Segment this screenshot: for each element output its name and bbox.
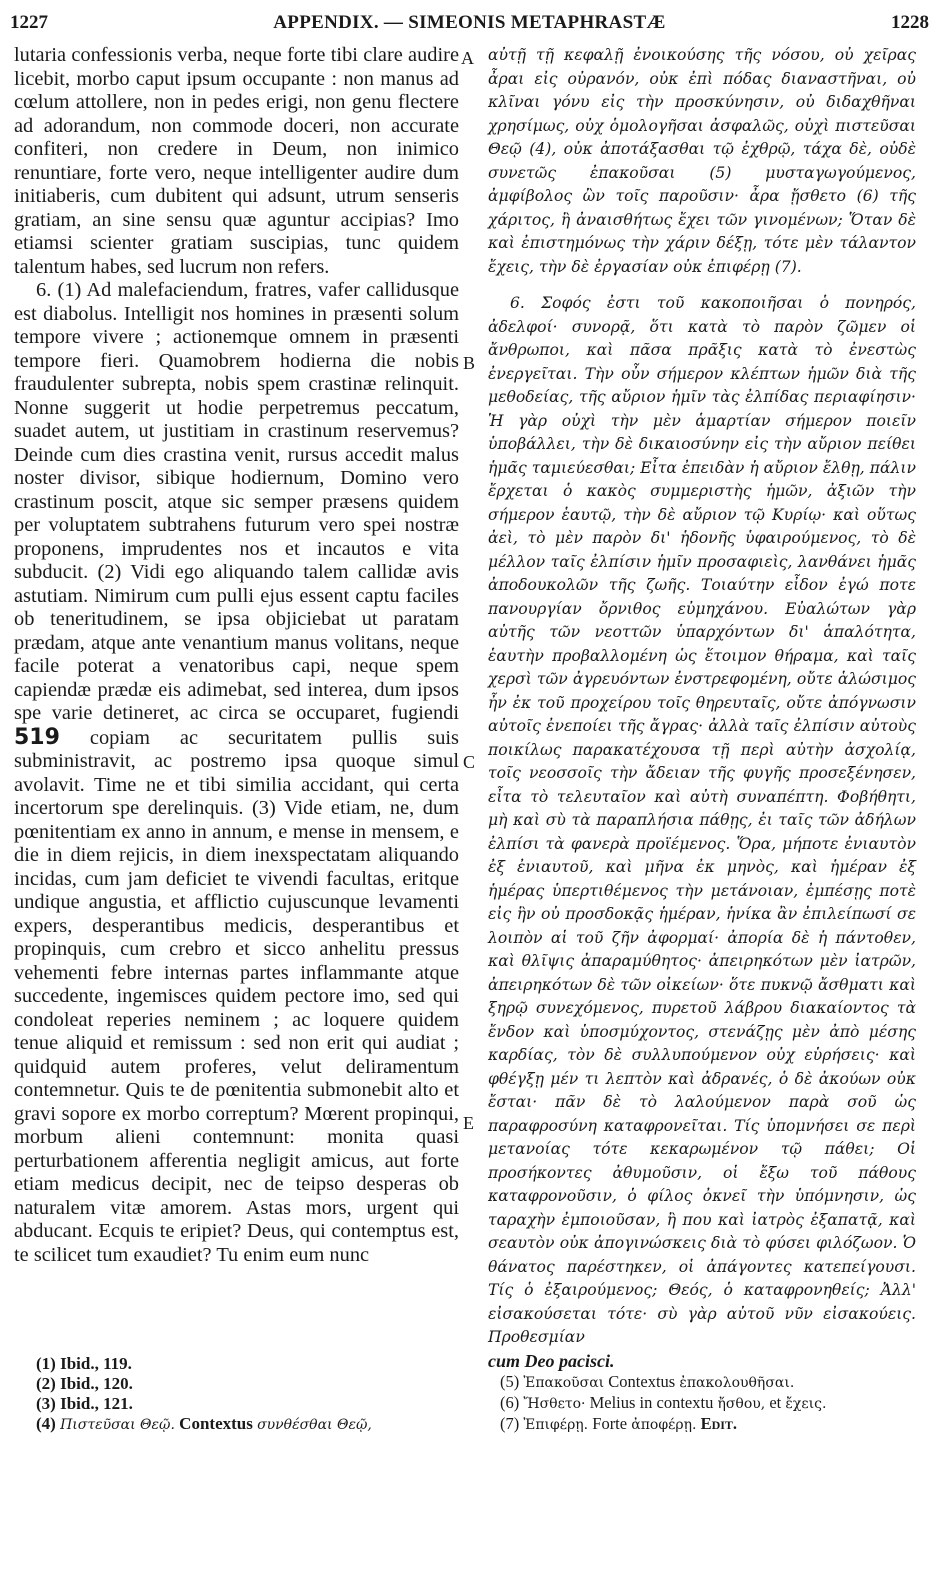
running-header [10, 12, 929, 38]
footnote-4 [36, 1414, 466, 1435]
footnote-6-latin-2: et [769, 1393, 782, 1412]
latin-paragraph-2 [14, 279, 459, 1267]
footnotes-right [488, 1351, 918, 1435]
footnotes-left [36, 1354, 466, 1435]
greek-paragraph-1: αὐτῇ τῇ κεφαλῇ ἐνοικούσης τῆς νόσου, οὐ χεῖρας ἆραι εἰς οὐρανόν, οὐκ ἐπὶ πόδας διαναστῆναι, οὐ κλῖναι γόνυ εἰς τὴν προσκύνησιν, οὐ διδαχθῆναι χρησίμως, οὐχ ὁμολογῆσαι ἀσφαλῶς, οὐχὶ πιστεῦσαι Θεῷ (4), οὐκ ἀποτάξασθαι τῷ ἐχθρῷ, τάχα δὲ, οὐδὲ συνετῶς ἐπακοῦσαι (5) μυσταγωγούμενος, ἀμφίβολος ὢν τοῖς παροῦσιν· ἆρα ᾔσθετο (6) τῆς χάριτος, ἢ ἀναισθήτως ἔχει τῶν γινομένων; Ὅταν δὲ καὶ ἐπιστημόνως τὴν χάριν δέξῃ, τότε μὲν τάλαντον ἔχεις, τὴν δὲ ἐργασίαν οὐκ ἐπιφέρῃ (7). [488, 46, 916, 276]
column-number-left: 1227 [10, 12, 48, 33]
latin-paragraph-2-part-a: 6. (1) Ad malefaciendum, fratres, vafer callidusque est diabolus. Intelligit nos homines in præsenti solum tempore vivere ; actionemque omnem in præsenti tempore fieri. Quamobrem hodierna die nobis fraudulenter subrepta, nobis spem crastinæ relinquit. Nonne suggerit ut hodie perpetremus peccatum, suadet autem, ut justitiam in crastinum reservemus? Deinde cum dies crastina venit, rursus accedit malus noster divisor, sibique hodiernum, Domino vero crastinum poscit, atque sic semper præsens quidem per voluptatem subtrahens futurum vero spei nostræ proponens, imprudentes nos et incautos e vita subducit. (2) Vidi ego aliquando talem callidæ avis astutiam. Nimirum cum pulli ejus essent captu faciles ob teneritudinem, se ipsa objiciebat ut paratam prædam, atque ante venantium manus volitans, neque facile poterat a venatoribus capi, neque spem capiendæ prædæ eis adimebat, sed interea, dum ipsos spe varie detineret, ac circa se occuparet, fugiendi [14, 279, 459, 724]
footnote-6-greek-2: ἤσθου, [717, 1396, 766, 1412]
footnote-7-greek: Ἐπιφέρῃ. [523, 1417, 589, 1433]
running-title: APPENDIX. — SIMEONIS METAPHRASTÆ [273, 12, 666, 33]
footnote-4-greek: Πιστεῦσαι Θεῷ. [60, 1417, 175, 1433]
footnote-5-number: (5) [500, 1372, 520, 1391]
footnote-5-greek-2: ἐπακολουθῆσαι. [679, 1375, 795, 1391]
footnote-3: (3) Ibid., 121. [36, 1394, 133, 1413]
footnote-6 [488, 1393, 918, 1414]
footnote-6-greek: Ἤσθετο· [523, 1396, 586, 1412]
footnote-4-greek-2: συνθέσθαι Θεῷ, [257, 1417, 372, 1433]
footnote-6-number: (6) [500, 1393, 520, 1412]
page-marker: 519 [14, 724, 60, 750]
latin-paragraph-2-part-b: copiam ac securitatem pullis suis subministravit, ac postremo ipsa quoque simul avolavit. Time ne et tibi similia accidant, qui certa incertorum spe derelinquis. (3) Vide etiam, ne, dum pœnitentiam ex anno in annum, e mense in mensem, e die in diem rejicis, in diem inexspectatam aliquando incidas, cum jam deficiet te vivendi facultas, eritque undique angustia, et afflictio cujuscunque levamenti expers, desperantibus medicis, desperantibus et propinquis, cum crebro et sicco anhelitu pressus vehementi febre internas partes inflammante atque succedente, ingemisces quidem pectore imo, sed qui condoleat reperies neminem ; ac loquere quidem tenue aliquid et remissum : sed non erit qui audiat ; quidquid autem proferes, velut deliramentum contemnetur. Quis te de pœnitentia submonebit alto et gravi sopore ex morbo correptum? Mœrent propinqui, morbum alieni contemnunt: monita quasi perturbationem afferentia negligit amicus, aut forte etiam medicus decipit, nec de teipso desperas ob naturalem vitæ amorem. Astas mors, urgent qui abducant. Ecquis te eripiet? Deus, qui contemptus est, te scilicet tum exaudiet? Tu enim eum nunc [14, 726, 459, 1266]
greek-column [488, 44, 916, 1350]
footnote-5 [488, 1372, 918, 1393]
margin-letter-a: A [461, 48, 474, 68]
footnote-4-latin: Contextus [179, 1414, 253, 1433]
footnote-6-latin: Melius in contextu [589, 1393, 714, 1412]
latin-paragraph-1: lutaria confessionis verba, neque forte tibi clare audire licebit, morbo caput ipsum occupante : non manus ad cœlum attollere, non in pedes erigi, non genu flectere ad adorandum, non commode doceri, non accurate confiteri, non credere in Deum, non inimico renuntiare, forte vero, neque intelligenter audire dum initiaberis, cum dubitent qui adsunt, utrum senseris gratiam, an sine sensu quæ aguntur accipias? Imo etiamsi scienter gratiam suscipias, tunc quidem talentum habes, sed lucrum non refers. [14, 44, 459, 278]
margin-letter-b: B [463, 353, 476, 373]
margin-letter-e: E [463, 1113, 474, 1133]
footnote-7-latin: Forte [592, 1414, 628, 1433]
greek-paragraph-2: 6. Σοφός ἐστι τοῦ κακοποιῆσαι ὁ πονηρός, ἀδελφοί· συνορᾷ, ὅτι κατὰ τὸ παρὸν ζῶμεν οἱ ἄνθρωποι, καὶ πᾶσα πρᾶξις κατὰ τὸ ἐνεστὼς ἐνεργεῖται. Τὴν οὖν σήμερον κλέπτων ἡμῶν διὰ τῆς μεθοδείας, τῆς αὔριον ἡμῖν τὰς ἐλπίδας περιαφίησιν· Ἡ γὰρ οὐχὶ τὴν μὲν ἁμαρτίαν σήμερον ποιεῖν ὑποβάλλει, τὴν δὲ δικαιοσύνην εἰς τὴν αὔριον πείθει ἡμᾶς ταμιεύεσθαι; Εἶτα ἐπειδὰν ἡ αὔριον ἔλθῃ, πάλιν ἔρχεται ὁ κακὸς συμμεριστὴς ἡμῶν, ἀξιῶν τὴν σήμερον ἑαυτῷ, τὴν δὲ αὔριον τῷ Κυρίῳ· καὶ οὕτως ἀεὶ, τὸ μὲν παρὸν δι' ἡδονῆς ὑφαιρούμενος, τὸ δὲ μέλλον ταῖς ἐλπίσιν ἡμῖν προσαφιεὶς, λανθάνει ἡμᾶς ἀποδουκολῶν τῆς ζωῆς. Τοιαύτην εἶδον ἐγώ ποτε πανουργίαν ὄρνιθος εὐμηχάνου. Εὐαλώτων γὰρ αὐτῆς τῶν νεοττῶν ὑπαρχόντων δι' ἁπαλότητα, ἑαυτὴν προβαλλομένη ὡς ἕτοιμον θήραμα, καὶ ταῖς χερσὶ τῶν ἀγρευόντων ἐνστρεφομένη, οὔτε ἁλώσιμος ἦν ἐκ τοῦ προχείρου τοῖς θηρευταῖς, οὔτε ἀπόγνωσιν αὐτοῖς ἐνεποίει τῆς ἄγρας· ἀλλὰ ταῖς ἐλπίσιν αὐτοὺς ποικίλως παρακατέχουσα τῇ περὶ αὐτὴν ἀσχολίᾳ, τοῖς νεοσσοῖς τὴν ἄδειαν τῆς φυγῆς προσεξένησεν, εἶτα τὸ τελευταῖον καὶ αὐτὴ συναπέπτη. Φοβήθητι, μὴ καὶ σὺ τὰ παραπλήσια πάθῃς, ἐι ταῖς τῶν ἀδήλων ἐλπίσι τὰ φανερὰ προϊέμενος. Ὅρα, μήποτε ἐνιαυτὸν ἐξ ἐνιαυτοῦ, καὶ μῆνα ἐκ μηνὸς, καὶ ἡμέραν ἐξ ἡμέρας ὑπερτιθέμενος τὴν μετάνοιαν, ἐμπέσῃς ποτὲ εἰς ἣν οὐ προσδοκᾷς ἡμέραν, ἡνίκα ἂν ἐπιλείπωσί σε λοιπὸν αἱ τοῦ ζῆν ἀφορμαί· ἀπορία δὲ ἡ πάντοθεν, καὶ θλῖψις ἀπαραμύθητος· ἀπειρηκότων μὲν ἰατρῶν, ἀπειρηκότων δὲ τῶν οἰκείων· ὅτε πυκνῷ ἄσθματι καὶ ξηρῷ συνεχόμενος, πυρετοῦ λάβρου διακαίοντος τὰ ἔνδον καὶ ὑποσμύχοντος, στενάζῃς μὲν ἀπὸ μέσης καρδίας, τὸν δὲ συλλυπούμενον οὐχ εὑρήσεις· καὶ φθέγξῃ μέν τι λεπτὸν καὶ ἀδρανές, ὁ δὲ ἀκούων οὐκ ἔσται· πᾶν δὲ τὸ λαλούμενον παρὰ σοῦ ὡς παραφροσύνη καταφρονεῖται. Τίς ὑπομνήσει σε περὶ μετανοίας τότε κεκαρωμένον τῷ πάθει; Οἱ προσήκοντες ἀθυμοῦσιν, οἱ ἔξω τοῦ πάθους καταφρονοῦσιν, ὁ φίλος ὀκνεῖ τὴν ὑπόμνησιν, ὡς ταραχὴν ἐμποιοῦσαν, ἢ που καὶ ἰατρὸς ἐξαπατᾷ, καὶ σεαυτὸν οὐκ ἀπογινώσκεις διὰ τὸ φύσει φιλόζωον. Ὁ θάνατος παρέστηκεν, οἱ ἀπάγοντες κατεπείγουσι. Τίς ὁ ἐξαιρούμενος; Θεός, ὁ καταφρονηθείς; Ἀλλ' εἰσακούσεται τότε· σὺ γὰρ αὐτοῦ νῦν εἰσακούεις. Προθεσμίαν [488, 294, 916, 1346]
margin-letter-c: C [463, 752, 476, 772]
footnote-7-editor-mark: Edit. [700, 1414, 738, 1433]
footnote-5-greek: Ἐπακοῦσαι [523, 1375, 605, 1391]
footnote-4-number: (4) [36, 1414, 56, 1433]
footnote-1: (1) Ibid., 119. [36, 1354, 132, 1373]
footnote-5-latin: Contextus [608, 1372, 676, 1391]
column-number-right: 1228 [891, 12, 929, 33]
footnote-6-greek-3: ἔχεις. [785, 1396, 827, 1412]
footnote-7-greek-2: ἀποφέρῃ. [631, 1417, 697, 1433]
footnote-4-continuation: cum Deo pacisci. [488, 1351, 615, 1371]
footnote-7-number: (7) [500, 1414, 520, 1433]
latin-column [14, 44, 459, 1267]
footnote-7 [488, 1414, 918, 1435]
footnote-2: (2) Ibid., 120. [36, 1374, 133, 1393]
